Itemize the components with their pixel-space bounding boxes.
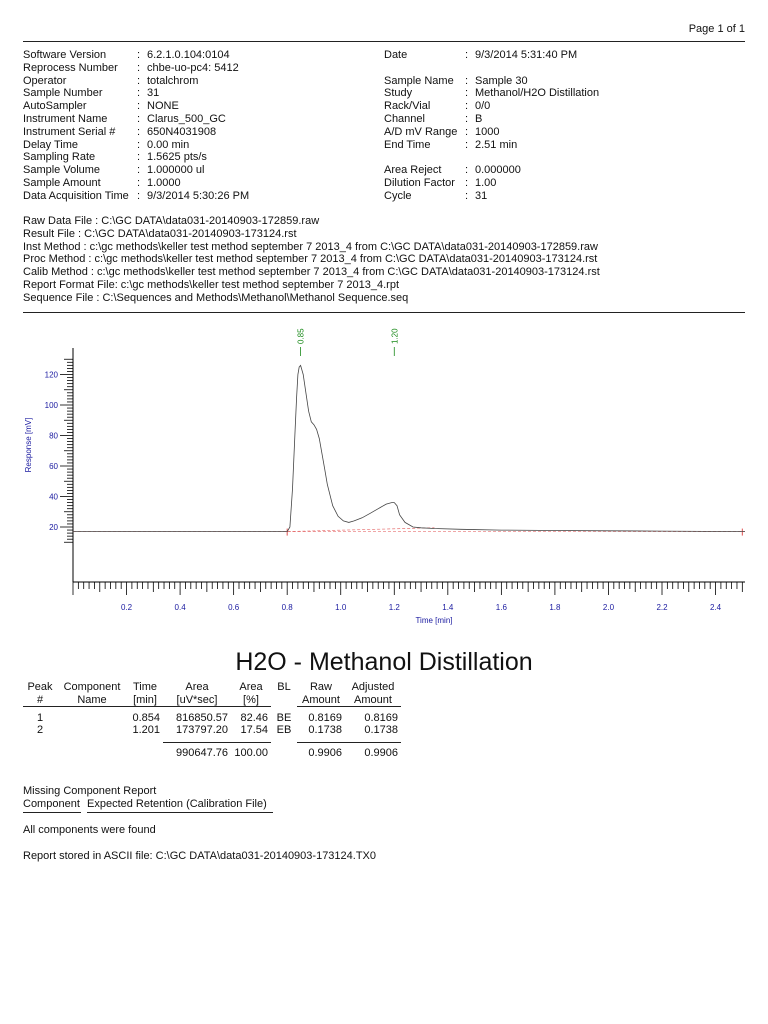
header_left-value: NONE — [147, 100, 179, 113]
table-cell: 173797.20 — [176, 724, 228, 737]
table-cell: 1.201 — [132, 724, 160, 737]
header_right-separator: : — [465, 74, 469, 87]
header_right-value: 9/3/2014 5:31:40 PM — [475, 49, 578, 61]
header_left-key: Sampling Rate — [23, 151, 96, 164]
file-list — [23, 215, 600, 305]
x-tick-label: 2.4 — [709, 603, 722, 612]
table-totals-row — [23, 743, 401, 760]
x-tick-label: 0.2 — [120, 603, 133, 612]
file-line: Result File : C:\GC DATA\data031-20140903-173124.rst — [23, 227, 297, 240]
file-line: Report Format File: c:\gc methods\keller test method september 7 2013_4.rpt — [23, 278, 400, 291]
header_left-row — [23, 49, 249, 62]
header_left-key: Instrument Serial # — [23, 125, 116, 138]
header_right-separator: : — [465, 112, 469, 125]
table-total-cell: 0.9906 — [345, 743, 401, 760]
header_left-row — [23, 113, 249, 126]
header_left-value: 1.000000 ul — [147, 164, 205, 177]
column-header: [min] — [127, 694, 163, 707]
x-tick-label: 1.4 — [442, 603, 454, 612]
table-total-cell — [271, 743, 297, 760]
y-tick-label: 100 — [44, 401, 58, 410]
table-cell: 0.8169 — [308, 711, 342, 724]
header_right-key: End Time — [384, 138, 431, 151]
header_left-key: Sample Volume — [23, 164, 101, 177]
header_right-row — [384, 100, 599, 113]
y-tick-label: 120 — [44, 370, 58, 380]
page-number: Page 1 of 1 — [688, 23, 745, 35]
header_left-row — [23, 190, 249, 203]
header_right-key: Study — [384, 87, 413, 100]
table-cell — [57, 724, 127, 737]
column-header: Component — [63, 681, 121, 693]
header_right-separator: : — [465, 164, 469, 177]
column-header: Name — [57, 694, 127, 707]
header_left-separator: : — [137, 189, 141, 202]
header_right-key: Area Reject — [384, 164, 442, 177]
header_right-row — [384, 151, 599, 164]
header_left-key: Reprocess Number — [23, 61, 118, 74]
missing-report-title: Missing Component Report — [23, 785, 157, 797]
header_right-value: Methanol/H2O Distillation — [475, 87, 600, 100]
missing-report-header — [23, 798, 273, 813]
file-line: Inst Method : c:\gc methods\keller test method september 7 2013_4 from C:\GC DATA\data031-20140903-172859.raw — [23, 240, 598, 253]
header_right-key: Sample Name — [384, 74, 454, 87]
missing-status: All components were found — [23, 824, 156, 836]
table-cell — [57, 712, 127, 725]
x-tick-label: 2.2 — [656, 603, 668, 612]
y-tick-label: 60 — [49, 462, 58, 471]
header_right-separator: : — [465, 125, 469, 138]
header_right-row — [384, 177, 599, 190]
column-header: [uV*sec] — [163, 694, 231, 707]
header_right-value: 31 — [475, 189, 488, 202]
column-header — [271, 694, 297, 707]
y-tick-label: 20 — [49, 523, 58, 532]
header_right-separator: : — [465, 189, 469, 202]
header_right-key: Dilution Factor — [384, 176, 455, 189]
table-header-row — [23, 681, 401, 694]
table-cell: EB — [276, 724, 292, 737]
header_right-row — [384, 87, 599, 100]
table-cell: 0.854 — [132, 711, 160, 724]
header_right-row — [384, 75, 599, 88]
header_right-value: 0.000000 — [475, 164, 521, 177]
header_right-value: 0/0 — [475, 100, 491, 113]
header-right-fields — [384, 49, 599, 203]
header_left-separator: : — [137, 61, 141, 74]
column-header: # — [23, 694, 57, 707]
column-header: Amount — [297, 694, 345, 707]
file-line: Sequence File : C:\Sequences and Methods\Methanol\Methanol Sequence.seq — [23, 291, 409, 304]
chromatogram-trace — [73, 365, 745, 531]
header_left-separator: : — [137, 49, 141, 61]
header_right-row — [384, 113, 599, 126]
table-total-cell — [57, 743, 127, 760]
header_left-row — [23, 100, 249, 113]
missing-col-component: Component — [23, 798, 81, 813]
peak-label: 1.20 — [390, 328, 400, 344]
missing-col-retention: Expected Retention (Calibration File) — [87, 798, 273, 813]
x-tick-label: 1.2 — [388, 603, 400, 612]
header_left-value: totalchrom — [147, 74, 199, 87]
table-cell: 0.1738 — [308, 724, 342, 737]
header_left-value: 1.0000 — [147, 176, 181, 189]
header_left-separator: : — [137, 112, 141, 125]
header_right-key: Rack/Vial — [384, 100, 431, 113]
report-title: H2O - Methanol Distillation — [235, 648, 533, 676]
x-tick-label: 1.6 — [495, 603, 507, 612]
header_right-value: B — [475, 112, 483, 125]
header_left-row — [23, 75, 249, 88]
header_right-separator: : — [465, 100, 469, 113]
header_left-value: 1.5625 pts/s — [147, 151, 207, 164]
header_right-row — [384, 62, 599, 75]
header_left-key: Sample Amount — [23, 176, 101, 189]
x-tick-label: 1.0 — [335, 603, 347, 612]
table-header-row — [23, 694, 401, 707]
peak-label: 0.85 — [296, 328, 306, 344]
header_right-key — [384, 62, 465, 75]
header_left-row — [23, 87, 249, 100]
table-total-cell: 0.9906 — [297, 743, 345, 760]
header_right-value: Sample 30 — [475, 74, 528, 87]
table-cell: 0.1738 — [364, 724, 398, 737]
header_right-key: A/D mV Range — [384, 125, 458, 138]
column-header: BL — [277, 681, 291, 693]
table-row — [23, 724, 401, 737]
header_left-row — [23, 151, 249, 164]
column-header: Area — [185, 681, 209, 693]
header-left-fields — [23, 49, 249, 203]
header_right-row — [384, 190, 599, 203]
header_left-separator: : — [137, 87, 141, 100]
header_left-separator: : — [137, 138, 141, 151]
header_left-row — [23, 177, 249, 190]
table-total-cell — [127, 743, 163, 760]
file-line: Raw Data File : C:\GC DATA\data031-20140903-172859.raw — [23, 215, 320, 227]
y-tick-label: 40 — [49, 492, 58, 502]
header_right-separator — [465, 62, 475, 75]
header_right-row — [384, 164, 599, 177]
header_left-row — [23, 139, 249, 152]
header_right-value: 2.51 min — [475, 138, 518, 151]
file-line: Proc Method : c:\gc methods\keller test method september 7 2013_4 from C:\GC DATA\data031-20140903-173124.rst — [23, 253, 598, 266]
column-header: [%] — [231, 694, 271, 707]
column-header: Area — [239, 681, 263, 693]
top-rule — [23, 41, 745, 42]
x-tick-label: 1.8 — [549, 603, 561, 612]
header_right-separator: : — [465, 49, 469, 61]
table-cell: 17.54 — [240, 724, 268, 737]
table-cell: 816850.57 — [176, 711, 228, 724]
header_right-row — [384, 139, 599, 152]
table-total-cell — [23, 743, 57, 760]
header_right-key — [384, 151, 465, 164]
chart-top-rule — [23, 312, 745, 313]
header_right-separator: : — [465, 176, 469, 189]
table-cell: 0.8169 — [364, 711, 398, 724]
header_left-separator: : — [137, 100, 141, 113]
header_left-value: 6.2.1.0.104:0104 — [147, 49, 230, 61]
header_left-key: Instrument Name — [23, 112, 108, 125]
table-total-cell: 990647.76 — [163, 743, 231, 760]
header_left-value: chbe-uo-pc4: 5412 — [147, 61, 239, 74]
header_left-key: Data Acquisition Time — [23, 189, 129, 202]
header_left-value: 0.00 min — [147, 138, 190, 151]
header_left-key: Operator — [23, 74, 67, 87]
file-line: Calib Method : c:\gc methods\keller test method september 7 2013_4 from C:\GC DATA\data031-20140903-173124.rst — [23, 266, 600, 279]
column-header: Raw — [309, 681, 332, 693]
header_left-key: Delay Time — [23, 138, 79, 151]
x-tick-label: 0.6 — [228, 603, 240, 612]
header_left-row — [23, 62, 249, 75]
header_left-key: Software Version — [23, 49, 107, 61]
table-total-cell: 100.00 — [231, 743, 271, 760]
header_right-key: Cycle — [384, 189, 412, 202]
header_right-value: 1000 — [475, 125, 500, 138]
header_right-key: Channel — [384, 112, 425, 125]
header_right-key: Date — [384, 49, 408, 61]
header_left-key: AutoSampler — [23, 100, 87, 113]
ascii-note: Report stored in ASCII file: C:\GC DATA\data031-20140903-173124.TX0 — [23, 850, 377, 862]
x-tick-label: 0.4 — [174, 603, 186, 612]
header_left-value: Clarus_500_GC — [147, 112, 226, 125]
header_right-separator: : — [465, 138, 469, 151]
table-cell: 2 — [36, 724, 44, 737]
header_left-value: 650N4031908 — [147, 125, 217, 138]
x-axis-title: Time [min] — [415, 616, 453, 625]
header_left-separator: : — [137, 125, 141, 138]
header_right-row — [384, 126, 599, 139]
header_right-value: 1.00 — [475, 176, 497, 189]
header_left-separator: : — [137, 151, 141, 164]
table-cell: 82.46 — [240, 711, 268, 724]
header_left-row — [23, 164, 249, 177]
header_right-separator: : — [465, 87, 469, 100]
table-cell: 1 — [36, 711, 44, 724]
chromatogram-chart — [0, 320, 768, 630]
column-header: Peak — [27, 681, 53, 693]
header_left-key: Sample Number — [23, 87, 103, 100]
header_left-row — [23, 126, 249, 139]
header_left-separator: : — [137, 164, 141, 177]
header_left-value: 9/3/2014 5:30:26 PM — [147, 189, 250, 202]
peak-table — [23, 681, 401, 760]
header_right-row — [384, 49, 599, 62]
header_right-separator — [465, 151, 475, 164]
peak-baseline — [287, 528, 434, 532]
header_left-value: 31 — [147, 87, 160, 100]
column-header: Adjusted — [351, 681, 395, 693]
x-tick-label: 0.8 — [281, 603, 293, 612]
table-row — [23, 712, 401, 725]
header_left-separator: : — [137, 74, 141, 87]
y-axis-title: Response [mV] — [24, 417, 33, 473]
column-header: Time — [132, 681, 158, 693]
column-header: Amount — [345, 694, 401, 707]
x-tick-label: 2.0 — [602, 603, 615, 612]
y-tick-label: 80 — [49, 431, 58, 441]
table-cell: BE — [276, 711, 292, 724]
header_left-separator: : — [137, 176, 141, 189]
missing-component-report — [23, 785, 273, 813]
